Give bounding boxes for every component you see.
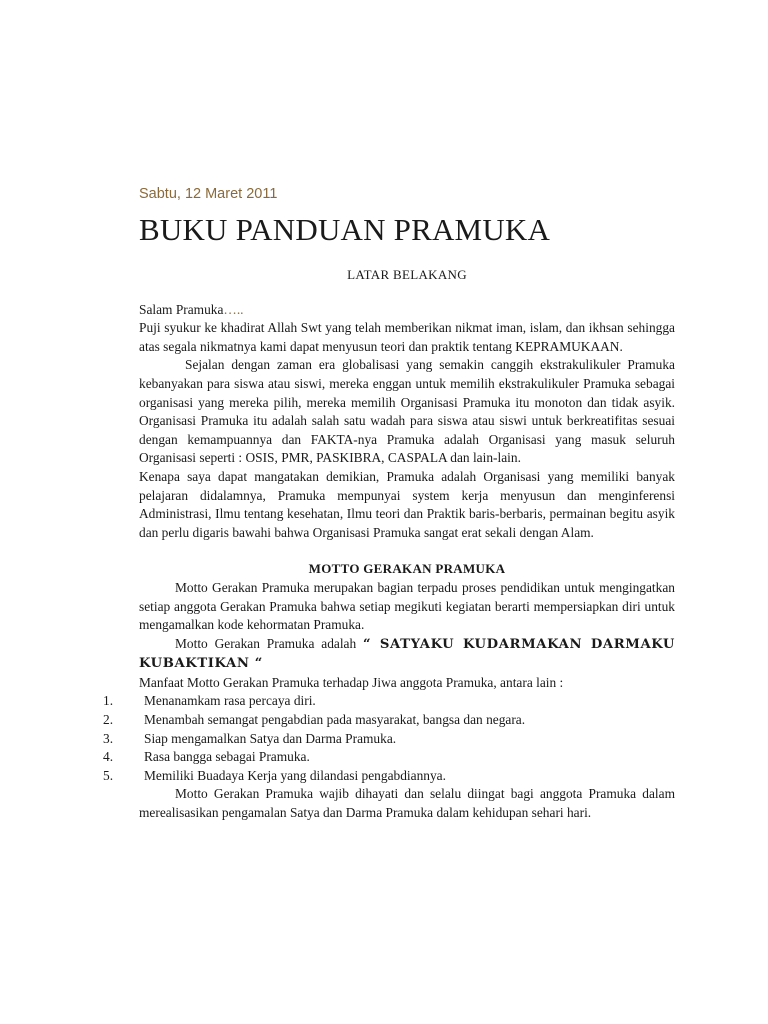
list-item-text: Siap mengamalkan Satya dan Darma Pramuka.: [144, 730, 397, 746]
list-item: [103, 767, 675, 786]
paragraph-manfaat-intro: Manfaat Motto Gerakan Pramuka terhadap Jiwa anggota Pramuka, antara lain :: [139, 674, 564, 690]
paragraph-sejalan: Sejalan dengan zaman era globalisasi yang semakin canggih ekstrakulikuler Pramuka kebanyakan para siswa atau siswi, mereka enggan untuk memilih ekstrakulikuler Pramuka sebagai organisasi yang mereka pilih, mereka memilih Organisasi Pramuka itu monoton dan tidak asyik. Organisasi Pramuka itu adalah salah satu wadah para siswa atau siswi untuk berkreatifitas sesuai dengan kemampuannya dan FAKTA-nya Pramuka adalah Organisasi yang masuk seluruh Organisasi seperti : OSIS, PMR, PASKIBRA, CASPALA dan lain-lain.: [139, 357, 675, 466]
list-item-number: 5.: [103, 767, 114, 783]
list-item: [103, 748, 675, 767]
list-item-text: Memiliki Buadaya Kerja yang dilandasi pengabdiannya.: [144, 767, 446, 783]
paragraph-puji-syukur: Puji syukur ke khadirat Allah Swt yang telah memberikan nikmat iman, islam, dan ikhsan sehingga atas segala nikmatnya kami dapat menyusun teori dan praktik tentang KEPRAMUKAAN.: [139, 320, 675, 354]
benefits-list: [103, 692, 675, 785]
post-date: Sabtu, 12 Maret 2011: [139, 186, 278, 202]
list-item-text: Menambah semangat pengabdian pada masyarakat, bangsa dan negara.: [144, 712, 526, 728]
list-item-number: 3.: [103, 730, 114, 746]
motto-lead: Motto Gerakan Pramuka adalah: [175, 635, 364, 651]
list-item: [103, 730, 675, 749]
greeting-text: Salam Pramuka: [139, 301, 224, 317]
paragraph-motto-statement: [139, 635, 675, 674]
list-item-text: Rasa bangga sebagai Pramuka.: [144, 749, 310, 765]
paragraph-closing: Motto Gerakan Pramuka wajib dihayati dan selalu diingat bagi anggota Pramuka dalam merealisasikan pengamalan Satya dan Darma Pramuka dalam kehidupan sehari hari.: [139, 786, 675, 821]
list-item-number: 2.: [103, 712, 114, 728]
document-content: [103, 184, 675, 823]
paragraph-kenapa: Kenapa saya dapat mangatakan demikian, Pramuka adalah Organisasi yang memiliki banyak pelajaran didalamnya, Pramuka mempunyai system kerja menyusun dan menginferensi Administrasi, Ilmu tentang kesehatan, Ilmu teori dan Praktik baris-berbaris, permainan begitu asyik dan perlu digaris bawahi bahwa Organisasi Pramuka sangat erat sekali dengan Alam.: [139, 468, 675, 540]
list-item-text: Menanamkam rasa percaya diri.: [144, 693, 316, 709]
list-item: [103, 692, 675, 711]
list-item: [103, 711, 675, 730]
heading-latar-belakang: LATAR BELAKANG: [347, 267, 467, 282]
list-item-number: 1.: [103, 693, 114, 709]
greeting: [139, 301, 675, 320]
greeting-dots: …..: [223, 301, 244, 317]
motto-text: “ SATYAKU KUDARMAKAN DARMAKU KUBAKTIKAN “: [139, 636, 675, 672]
heading-motto: MOTTO GERAKAN PRAMUKA: [308, 561, 506, 577]
list-item-number: 4.: [103, 749, 114, 765]
paragraph-motto-intro: Motto Gerakan Pramuka merupakan bagian terpadu proses pendidikan untuk mengingatkan setiap anggota Gerakan Pramuka bahwa setiap megikuti kegiatan berarti mempersiapkan diri untuk mengamalkan kode kehormatan Pramuka.: [139, 579, 675, 633]
post-title: BUKU PANDUAN PRAMUKA: [139, 212, 551, 247]
